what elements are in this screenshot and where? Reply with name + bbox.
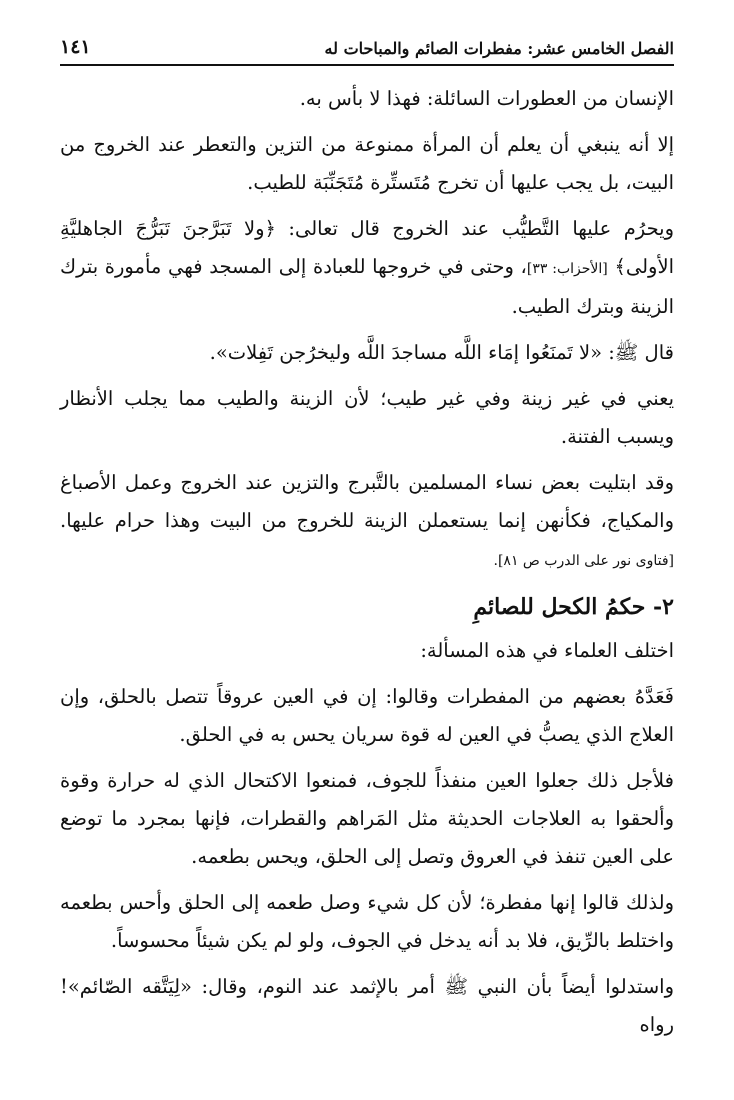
paragraph: واستدلوا أيضاً بأن النبي ﷺ أمر بالإثمد عند النوم، وقال: «لِيَتَّقه الصّائم»! رواه: [60, 975, 674, 1036]
paragraph-text: ، وحتى في خروجها للعبادة إلى المسجد فهي مأمورة بترك الزينة وبترك الطيب.: [60, 255, 674, 318]
chapter-title: الفصل الخامس عشر: مفطرات الصائم والمباحات له: [324, 39, 674, 58]
paragraph-text: وقد ابتليت بعض نساء المسلمين بالتَّبرج والتزين عند الخروج وعمل الأصباغ والمكياج، فكأنهن إنما يستعملن الزينة للخروج من البيت وهذا حرام عليها.: [60, 471, 674, 532]
paragraph: فلأجل ذلك جعلوا العين منفذاً للجوف، فمنعوا الاكتحال الذي له حرارة وقوة وألحقوا به العلاجات الحديثة مثل المَراهم والقطرات، فإنها بمجرد ما توضع على العين تنفذ في العروق وتصل إلى الحلق، ويحس بطعمه.: [60, 769, 674, 868]
paragraph: الإنسان من العطورات السائلة: فهذا لا بأس به.: [299, 87, 674, 110]
paragraph: يعني في غير زينة وفي غير طيب؛ لأن الزينة والطيب مما يجلب الأنظار ويسبب الفتنة.: [60, 387, 674, 448]
verse-reference: [الأحزاب: ٣٣]: [526, 261, 608, 277]
paragraph: [60, 210, 674, 326]
paragraph: قال ﷺ: «لا تَمنَعُوا إمَاء اللَّه مساجدَ اللَّه وليخرُجن تَفِلات».: [209, 341, 674, 364]
page-body: [60, 80, 674, 1044]
page-header: [60, 36, 674, 66]
page-number: ١٤١: [60, 36, 91, 58]
quran-verse-text: ويحرُم عليها التَّطيُّب عند الخروج قال تعالى: ﴿ولا تَبَرَّجنَ تَبَرُّجَ الجاهليَّةِ الأولى﴾: [60, 217, 675, 278]
fatwa-reference: [فتاوى نور على الدرب ص ٨١].: [493, 553, 674, 569]
paragraph: إلا أنه ينبغي أن يعلم أن المرأة ممنوعة من التزين والتعطر عند الخروج من البيت، بل يجب عليها أن تخرج مُتَستِّرة مُتَجَنِّبَة للطيب.: [60, 133, 674, 194]
paragraph: ولذلك قالوا إنها مفطرة؛ لأن كل شيء وصل طعمه إلى الحلق وأحس بطعمه واختلط بالرِّيق، فلا بد أنه يدخل في الجوف، ولو لم يكن شيئاً محسوساً.: [60, 891, 674, 952]
paragraph: اختلف العلماء في هذه المسألة:: [420, 639, 674, 662]
paragraph: [60, 464, 674, 580]
section-heading: ٢- حكمُ الكحل للصائمِ: [473, 594, 674, 620]
paragraph: فَعَدَّهُ بعضهم من المفطرات وقالوا: إن في العين عروقاً تتصل بالحلق، وإن العلاج الذي يصبُّ في العين له قوة سريان يحس به في الحلق.: [60, 685, 674, 746]
